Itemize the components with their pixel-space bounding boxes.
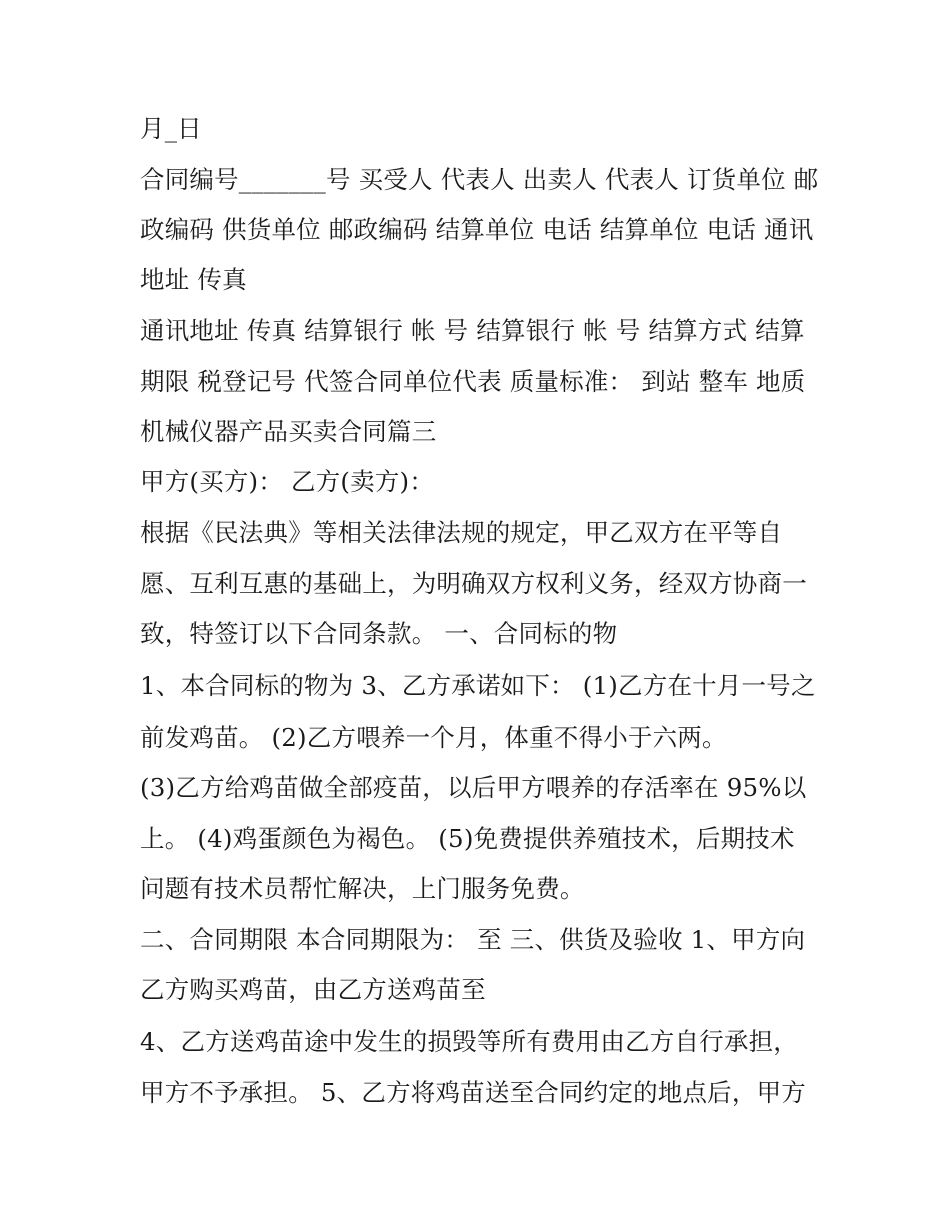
text-line: 机械仪器产品买卖合同篇三 xyxy=(140,417,437,446)
text-line: 期限 税登记号 代签合同单位代表 质量标准： 到站 整车 地质 xyxy=(140,367,806,396)
text-line: 二、合同期限 本合同期限为： 至 三、供货及验收 1、甲方向 xyxy=(140,925,806,954)
text-line: 甲方(买方)： 乙方(卖方)： xyxy=(140,467,435,496)
text-line: 1、本合同标的物为 3、乙方承诺如下： (1)乙方在十月一号之 xyxy=(140,671,816,700)
text-line: 前发鸡苗。 (2)乙方喂养一个月，体重不得小于六两。 xyxy=(140,723,727,752)
text-line: 乙方购买鸡苗，由乙方送鸡苗至 xyxy=(140,975,486,1004)
text-line: 问题有技术员帮忙解决，上门服务免费。 xyxy=(140,874,585,903)
text-line: 上。 (4)鸡蛋颜色为褐色。 (5)免费提供养殖技术，后期技术 xyxy=(140,824,795,853)
text-line: 甲方不予承担。 5、乙方将鸡苗送至合同约定的地点后，甲方 xyxy=(140,1078,806,1107)
text-line: 合同编号_______号 买受人 代表人 出卖人 代表人 订货单位 邮 xyxy=(140,165,819,194)
text-line: 愿、互利互惠的基础上，为明确双方权利义务，经双方协商一 xyxy=(140,569,807,598)
text-line: 地址 传真 xyxy=(140,265,247,294)
text-line: 月_日 xyxy=(140,114,202,143)
text-line: 通讯地址 传真 结算银行 帐 号 结算银行 帐 号 结算方式 结算 xyxy=(140,316,805,345)
text-line: 4、乙方送鸡苗途中发生的损毁等所有费用由乙方自行承担， xyxy=(140,1027,798,1056)
text-line: 根据《民法典》等相关法律法规的规定，甲乙双方在平等自 xyxy=(140,518,783,547)
text-line: (3)乙方给鸡苗做全部疫苗，以后甲方喂养的存活率在 95%以 xyxy=(140,773,807,802)
text-line: 政编码 供货单位 邮政编码 结算单位 电话 结算单位 电话 通讯 xyxy=(140,215,814,244)
text-line: 致，特签订以下合同条款。 一、合同标的物 xyxy=(140,619,618,648)
